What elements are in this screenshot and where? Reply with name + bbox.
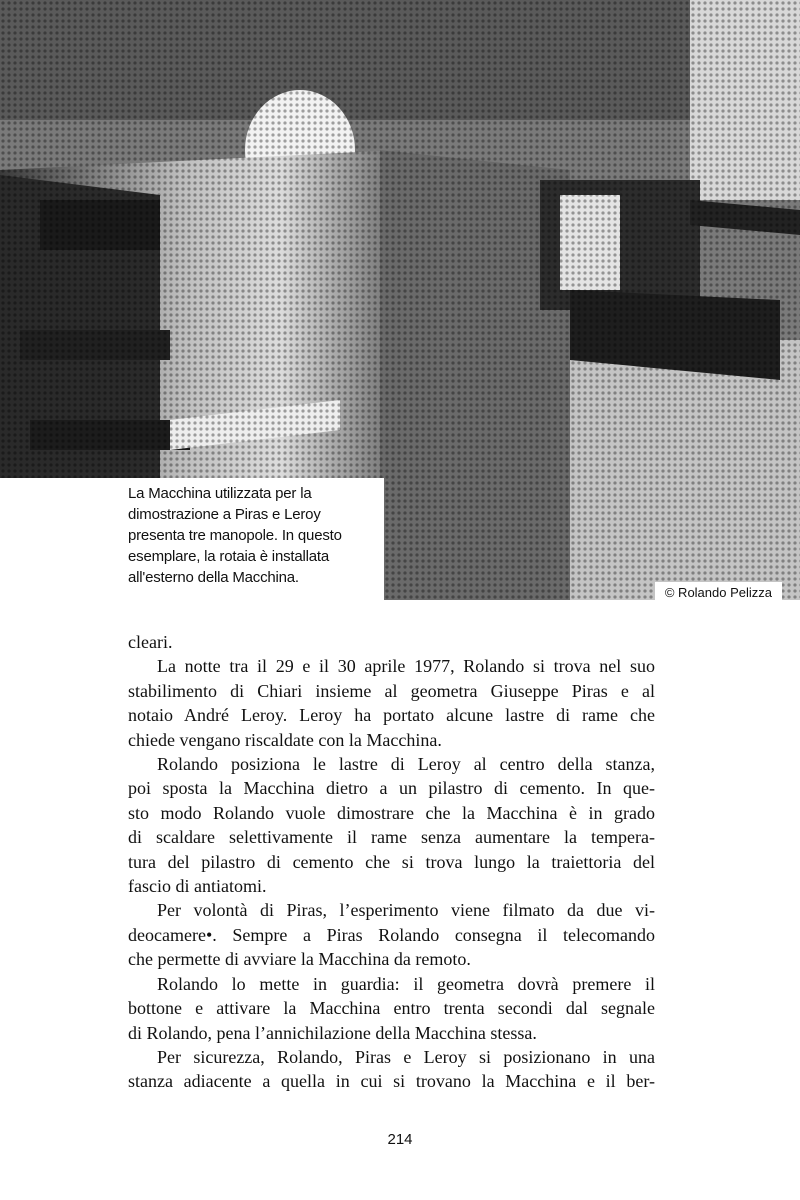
text-line: chiede vengano riscaldate con la Macchina. xyxy=(128,729,442,750)
caption-line: La Macchina utilizzata per la xyxy=(128,485,312,502)
text-line: stabilimento di Chiari insieme al geometra Giuseppe Piras e al xyxy=(128,680,655,701)
text-line: Per sicurezza, Rolando, Piras e Leroy si posizionano in una xyxy=(157,1046,655,1067)
text-line: stanza adiacente a quella in cui si trovano la Macchina e il ber- xyxy=(128,1071,655,1092)
text-line: poi sposta la Macchina dietro a un pilastro di cemento. In que- xyxy=(128,778,655,799)
photo-credit: © Rolando Pelizza xyxy=(655,582,782,604)
photo-caption xyxy=(0,478,384,600)
text-line: fascio di antiatomi. xyxy=(128,876,267,897)
body-text xyxy=(128,630,655,1094)
page-number: 214 xyxy=(387,1131,413,1148)
text-line: sto modo Rolando vuole dimostrare che la Macchina è in grado xyxy=(128,802,655,823)
text-line: di Rolando, pena l’annichilazione della Macchina stessa. xyxy=(128,1022,537,1043)
text-line: La notte tra il 29 e il 30 aprile 1977, Rolando si trova nel suo xyxy=(157,656,655,677)
caption-line: esemplare, la rotaia è installata xyxy=(128,548,330,565)
text-line: notaio André Leroy. Leroy ha portato alcune lastre di rame che xyxy=(128,705,655,726)
caption-line: all'esterno della Macchina. xyxy=(128,569,299,586)
text-line: Per volontà di Piras, l’esperimento viene filmato da due vi- xyxy=(157,900,655,921)
caption-line: dimostrazione a Piras e Leroy xyxy=(128,506,321,523)
text-line: cleari. xyxy=(128,632,173,652)
text-line: che permette di avviare la Macchina da remoto. xyxy=(128,949,471,970)
text-line: bottone e attivare la Macchina entro trenta secondi dal segnale xyxy=(128,998,655,1019)
caption-line: presenta tre manopole. In questo xyxy=(128,527,342,544)
text-line: Rolando posiziona le lastre di Leroy al centro della stanza, xyxy=(157,754,655,775)
text-line: di scaldare selettivamente il rame senza aumentare la tempera- xyxy=(128,827,655,848)
text-line: deocamere•. Sempre a Piras Rolando consegna il telecomando xyxy=(128,924,655,945)
text-line: Rolando lo mette in guardia: il geometra dovrà premere il xyxy=(157,973,655,994)
text-line: tura del pilastro di cemento che si trova lungo la traiettoria del xyxy=(128,851,655,872)
